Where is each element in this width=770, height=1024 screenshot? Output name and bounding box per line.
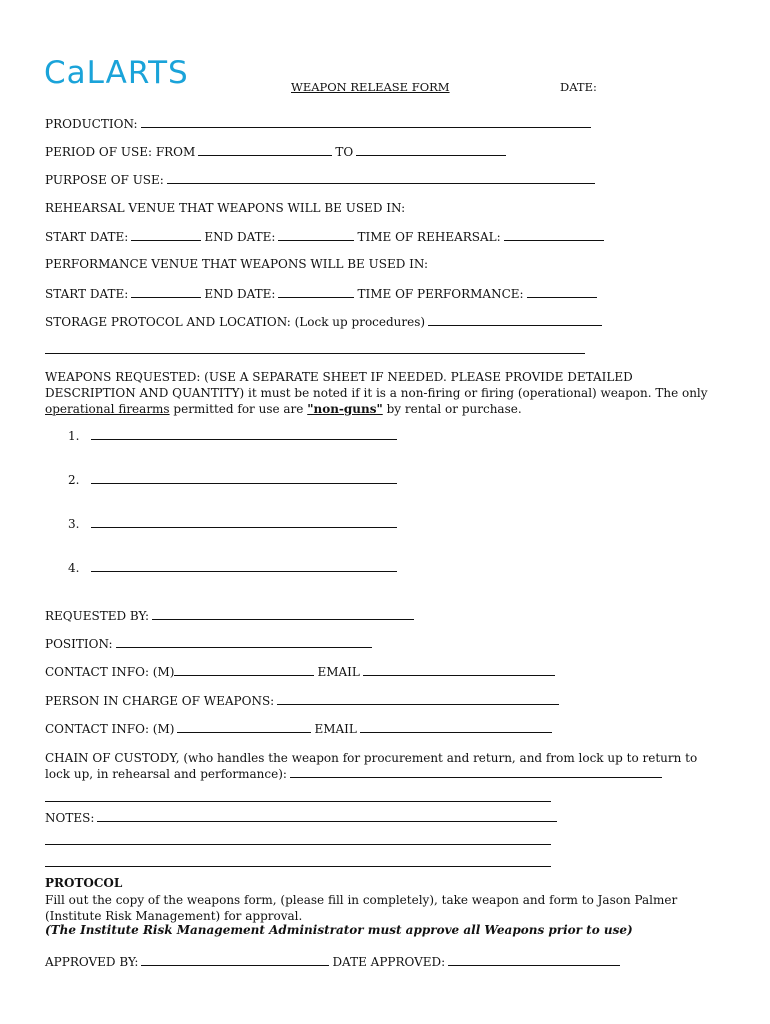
- performance-time-field[interactable]: [527, 286, 597, 298]
- notes-row-2: [45, 833, 554, 849]
- production-field[interactable]: [141, 116, 591, 128]
- calarts-logo: CaLARTS: [44, 55, 189, 91]
- protocol-emphasis: (The Institute Risk Management Administrator must approve all Weapons prior to use): [45, 923, 633, 937]
- contact-info-row: [45, 664, 558, 680]
- rehearsal-time-field[interactable]: [504, 229, 604, 241]
- approval-row: [45, 954, 623, 970]
- storage-row: [45, 314, 605, 330]
- period-from-label: PERIOD OF USE: FROM: [45, 145, 196, 159]
- position-row: [45, 636, 375, 652]
- chain-of-custody-field-2[interactable]: [45, 790, 551, 802]
- position-field[interactable]: [116, 636, 372, 648]
- weapon-item-number: 4.: [68, 561, 80, 575]
- performance-start-label: START DATE:: [45, 287, 129, 301]
- weapon-item: [68, 472, 400, 488]
- person-in-charge-row: [45, 693, 562, 709]
- notes-field-2[interactable]: [45, 833, 551, 845]
- storage-field[interactable]: [428, 314, 602, 326]
- weapons-requested-paragraph: [45, 369, 725, 417]
- email-field-2[interactable]: [360, 721, 552, 733]
- protocol-heading: PROTOCOL: [45, 876, 123, 890]
- weapon-item-number: 3.: [68, 517, 80, 531]
- notes-row: [45, 810, 560, 826]
- weapon-item: [68, 428, 400, 444]
- rehearsal-end-label: END DATE:: [204, 230, 276, 244]
- weapon-item: [68, 516, 400, 532]
- production-row: [45, 116, 594, 132]
- contact-info-row-2: [45, 721, 555, 737]
- rehearsal-time-label: TIME OF REHEARSAL:: [357, 230, 501, 244]
- notes-field[interactable]: [97, 810, 557, 822]
- email-field[interactable]: [363, 664, 555, 676]
- weapon-item-field[interactable]: [91, 516, 397, 528]
- weapon-item-number: 1.: [68, 429, 80, 443]
- contact-phone-field[interactable]: [174, 664, 314, 676]
- rehearsal-venue-label: REHEARSAL VENUE THAT WEAPONS WILL BE USED IN:: [45, 201, 406, 215]
- period-from-field[interactable]: [198, 144, 332, 156]
- chain-of-custody: [45, 750, 725, 782]
- performance-dates-row: [45, 286, 600, 302]
- person-in-charge-label: PERSON IN CHARGE OF WEAPONS:: [45, 694, 275, 708]
- weapon-item-field[interactable]: [91, 428, 397, 440]
- rehearsal-dates-row: [45, 229, 607, 245]
- approved-by-label: APPROVED BY:: [45, 955, 139, 969]
- requested-by-row: [45, 608, 417, 624]
- email-label: EMAIL: [317, 665, 360, 679]
- purpose-row: [45, 172, 598, 188]
- contact-phone-field-2[interactable]: [177, 721, 311, 733]
- rehearsal-start-label: START DATE:: [45, 230, 129, 244]
- weapons-para-text-1: WEAPONS REQUESTED: (USE A SEPARATE SHEET IF NEEDED. PLEASE PROVIDE DETAILED DESCRIPTION AND QUANTITY) it must be noted if it is a non-firing or firing (operational) weapon. The only: [45, 370, 708, 400]
- rehearsal-start-field[interactable]: [131, 229, 201, 241]
- performance-end-label: END DATE:: [204, 287, 276, 301]
- notes-label: NOTES:: [45, 811, 95, 825]
- storage-row-2: [45, 342, 588, 358]
- purpose-label: PURPOSE OF USE:: [45, 173, 164, 187]
- period-row: [45, 144, 509, 160]
- date-approved-label: DATE APPROVED:: [332, 955, 446, 969]
- date-approved-field[interactable]: [448, 954, 620, 966]
- requested-by-label: REQUESTED BY:: [45, 609, 150, 623]
- performance-end-field[interactable]: [278, 286, 354, 298]
- weapons-para-link: operational firearms: [45, 402, 170, 416]
- performance-venue-label: PERFORMANCE VENUE THAT WEAPONS WILL BE USED IN:: [45, 257, 428, 271]
- weapon-item-field[interactable]: [91, 472, 397, 484]
- performance-start-field[interactable]: [131, 286, 201, 298]
- email-label-2: EMAIL: [314, 722, 357, 736]
- approved-by-field[interactable]: [141, 954, 329, 966]
- form-title: WEAPON RELEASE FORM: [291, 80, 450, 94]
- notes-field-3[interactable]: [45, 855, 551, 867]
- chain-of-custody-label: CHAIN OF CUSTODY, (who handles the weapon for procurement and return, and from lock up to return to lock up, in rehearsal and performance):: [45, 751, 698, 781]
- weapon-item-field[interactable]: [91, 560, 397, 572]
- chain-of-custody-row-2: [45, 790, 554, 806]
- notes-row-3: [45, 855, 554, 871]
- purpose-field[interactable]: [167, 172, 595, 184]
- production-label: PRODUCTION:: [45, 117, 138, 131]
- contact-info-label-2: CONTACT INFO: (M): [45, 722, 175, 736]
- person-in-charge-field[interactable]: [277, 693, 559, 705]
- period-to-field[interactable]: [356, 144, 506, 156]
- requested-by-field[interactable]: [152, 608, 414, 620]
- weapon-item-number: 2.: [68, 473, 80, 487]
- position-label: POSITION:: [45, 637, 113, 651]
- rehearsal-end-field[interactable]: [278, 229, 354, 241]
- date-label: DATE:: [560, 80, 597, 94]
- weapon-item: [68, 560, 400, 576]
- contact-info-label: CONTACT INFO: (M): [45, 665, 175, 679]
- period-to-label: TO: [335, 145, 354, 159]
- weapons-para-text-3: by rental or purchase.: [382, 402, 522, 416]
- chain-of-custody-field[interactable]: [290, 766, 662, 778]
- weapons-para-bold: "non-guns": [307, 402, 383, 416]
- protocol-text: Fill out the copy of the weapons form, (please fill in completely), take weapon and form to Jason Palmer (Institute Risk Management) for approval.: [45, 893, 678, 923]
- weapons-para-text-2: permitted for use are: [169, 402, 308, 416]
- storage-field-2[interactable]: [45, 342, 585, 354]
- performance-time-label: TIME OF PERFORMANCE:: [357, 287, 524, 301]
- storage-label: STORAGE PROTOCOL AND LOCATION: (Lock up procedures): [45, 315, 426, 329]
